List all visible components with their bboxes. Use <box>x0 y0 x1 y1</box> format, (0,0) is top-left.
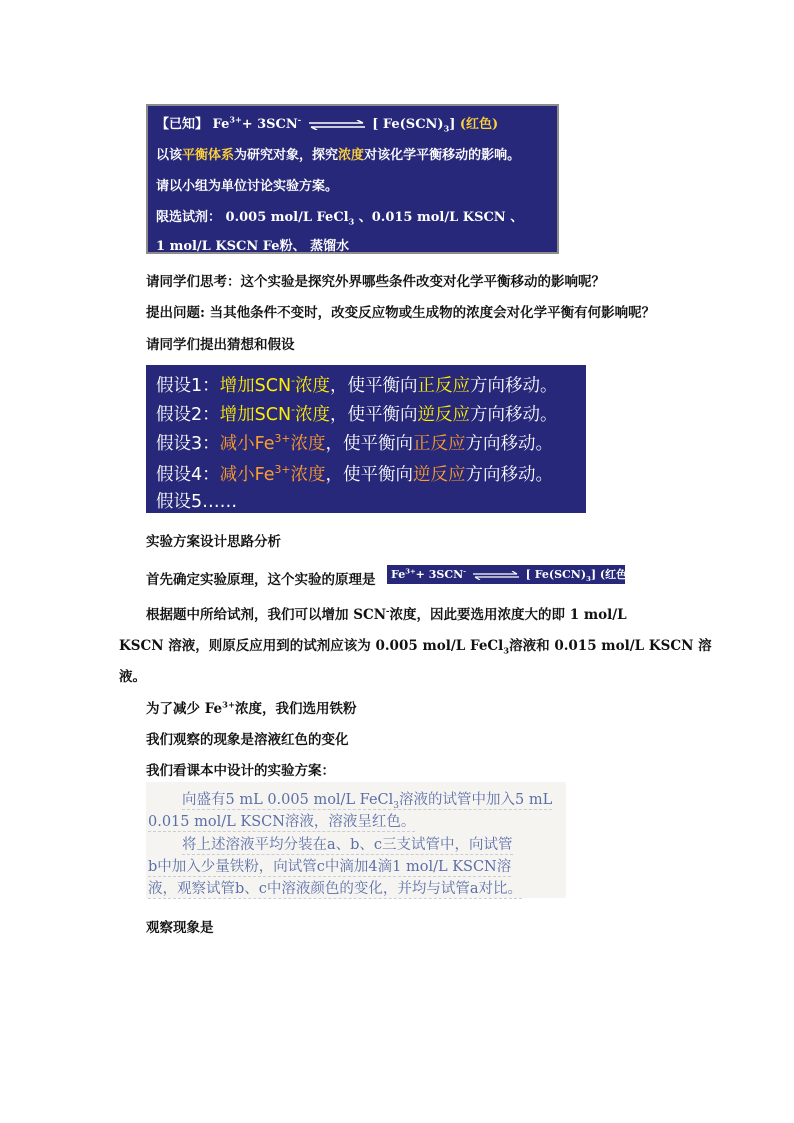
eq-scn-charge: - <box>297 114 302 125</box>
h2-text: ，使平衡向 <box>329 405 418 425</box>
hypothesis-3 <box>156 430 553 455</box>
reagents-text-1: 限选试剂： 0.005 mol/L FeCl <box>156 210 349 225</box>
ieq-fe-charge: 3+ <box>405 567 416 576</box>
reagents-line-2: 1 mol/L KSCN Fe粉、 蒸馏水 <box>156 239 350 254</box>
paragraph-iron <box>146 697 356 717</box>
section-design-analysis: 实验方案设计思路分析 <box>146 534 281 550</box>
hypothesis-4 <box>156 461 553 486</box>
ieq-product-end: ] <box>590 568 597 581</box>
reagent-text-d: 溶液和 0.015 mol/L KSCN 溶 <box>509 638 712 654</box>
paragraph-question: 提出问题: 当其他条件不变时，改变反应物或生成物的浓度会对化学平衡有何影响呢？ <box>146 305 656 321</box>
h4-change: 减小Fe <box>219 465 275 485</box>
eq-product-sub: 3 <box>443 123 450 134</box>
h2-direction: 逆反应 <box>417 405 470 425</box>
h3-end: 方向移动。 <box>465 434 554 454</box>
h3-change: 减小Fe <box>219 434 275 454</box>
ieq-color-note: (红色) <box>599 568 633 581</box>
h4-conc: 浓度 <box>290 465 326 485</box>
h2-change: 增加SCN <box>219 405 292 425</box>
eq-product: [ Fe(SCN) <box>372 117 444 132</box>
known-label: 【已知】 <box>156 117 209 132</box>
h4-direction: 逆反应 <box>413 465 466 485</box>
reagent-text-c: KSCN 溶液，则原反应用到的试剂应该为 0.005 mol/L FeCl <box>119 638 504 654</box>
reagent-sup: - <box>386 605 390 616</box>
ieq-scn: + 3SCN <box>415 568 464 581</box>
h2-conc: 浓度 <box>294 405 330 425</box>
eq-color-note: (红色) <box>459 117 499 132</box>
h3-direction: 正反应 <box>413 434 466 454</box>
h1-end: 方向移动。 <box>469 376 558 396</box>
reagents-sub: 3 <box>348 216 355 227</box>
ieq-scn-charge: - <box>463 567 466 576</box>
eq-fe: Fe <box>212 117 230 132</box>
research-text-2: 为研究对象，探究 <box>234 148 339 163</box>
ieq-fe: Fe <box>391 568 406 581</box>
textbook-line-3: 将上述溶液平均分装在a、b、c三支试管中，向试管 <box>182 833 513 855</box>
h4-text: ，使平衡向 <box>325 465 414 485</box>
h4-end: 方向移动。 <box>465 465 554 485</box>
paragraph-principle: 首先确定实验原理，这个实验的原理是 <box>146 572 376 588</box>
ieq-product: [ Fe(SCN) <box>525 568 587 581</box>
h1-label: 假设1： <box>156 376 220 396</box>
research-line <box>156 144 520 163</box>
reagent-text-a: 根据题中所给试剂，我们可以增加 SCN <box>146 607 387 623</box>
paragraph-reagents-2 <box>119 634 712 654</box>
tb-l1-sub: 3 <box>393 800 399 811</box>
h1-direction: 正反应 <box>417 376 470 396</box>
paragraph-hypothesis-intro: 请同学们提出猜想和假设 <box>146 337 295 353</box>
h2-label: 假设2： <box>156 405 220 425</box>
h1-charge: - <box>291 374 295 388</box>
h2-end: 方向移动。 <box>469 405 558 425</box>
h1-change: 增加SCN <box>219 376 292 396</box>
hypothesis-5: 假设5…… <box>156 492 238 512</box>
research-highlight-2: 浓度 <box>338 148 365 163</box>
reagent-text-b: 浓度，因此要选用浓度大的即 1 mol/L <box>389 607 627 623</box>
paragraph-think: 请同学们思考：这个实验是探究外界哪些条件改变对化学平衡移动的影响呢？ <box>146 274 605 290</box>
inline-equation <box>387 565 633 584</box>
hypothesis-2 <box>156 401 557 426</box>
research-text-1: 以该 <box>156 148 183 163</box>
h2-charge: - <box>291 403 295 417</box>
research-text-3: 对该化学平衡移动的影响。 <box>364 148 521 163</box>
equilibrium-arrow-icon <box>309 120 365 130</box>
tb-l1-a: 向盛有5 mL 0.005 mol/L FeCl <box>182 792 394 808</box>
known-info-box <box>146 104 559 254</box>
reagent-sub: 3 <box>503 645 510 656</box>
iron-text-a: 为了减少 Fe <box>146 701 223 717</box>
eq-fe-charge: 3+ <box>229 114 242 125</box>
research-highlight-1: 平衡体系 <box>182 148 235 163</box>
paragraph-reagents-3: 液。 <box>119 669 146 685</box>
paragraph-observe: 我们观察的现象是溶液红色的变化 <box>146 732 349 748</box>
discussion-line: 请以小组为单位讨论实验方案。 <box>156 179 339 194</box>
h3-conc: 浓度 <box>290 434 326 454</box>
h3-label: 假设3： <box>156 434 220 454</box>
paragraph-textbook-intro: 我们看课本中设计的实验方案： <box>146 763 335 779</box>
eq-product-end: ] <box>449 117 456 132</box>
reagents-text-2: 、0.015 mol/L KSCN 、 <box>354 210 524 225</box>
equation-line <box>156 113 498 132</box>
textbook-line-1 <box>182 788 552 810</box>
h1-conc: 浓度 <box>294 376 330 396</box>
reagents-line <box>156 206 523 225</box>
tb-l1-b: 溶液的试管中加入5 mL <box>398 792 553 808</box>
h3-charge: 3+ <box>274 432 291 446</box>
eq-scn: + 3SCN <box>241 117 298 132</box>
ieq-product-sub: 3 <box>586 575 591 584</box>
hypothesis-1 <box>156 372 557 397</box>
hypotheses-box <box>146 365 586 513</box>
textbook-line-4: b中加入少量铁粉，向试管c中滴加4滴1 mol/L KSCN溶 <box>148 855 511 877</box>
iron-text-b: 浓度，我们选用铁粉 <box>234 701 357 717</box>
h4-charge: 3+ <box>274 463 291 477</box>
iron-sup: 3+ <box>222 699 235 710</box>
h1-text: ，使平衡向 <box>329 376 418 396</box>
textbook-line-2: 0.015 mol/L KSCN溶液，溶液呈红色。 <box>148 810 415 832</box>
textbook-excerpt <box>146 782 566 898</box>
equilibrium-arrow-icon <box>473 571 519 580</box>
paragraph-reagents-1 <box>146 603 627 623</box>
h4-label: 假设4： <box>156 465 220 485</box>
textbook-line-5: 液，观察试管b、c中溶液颜色的变化，并均与试管a对比。 <box>148 877 522 899</box>
h3-text: ，使平衡向 <box>325 434 414 454</box>
paragraph-phenomena: 观察现象是 <box>146 920 214 936</box>
